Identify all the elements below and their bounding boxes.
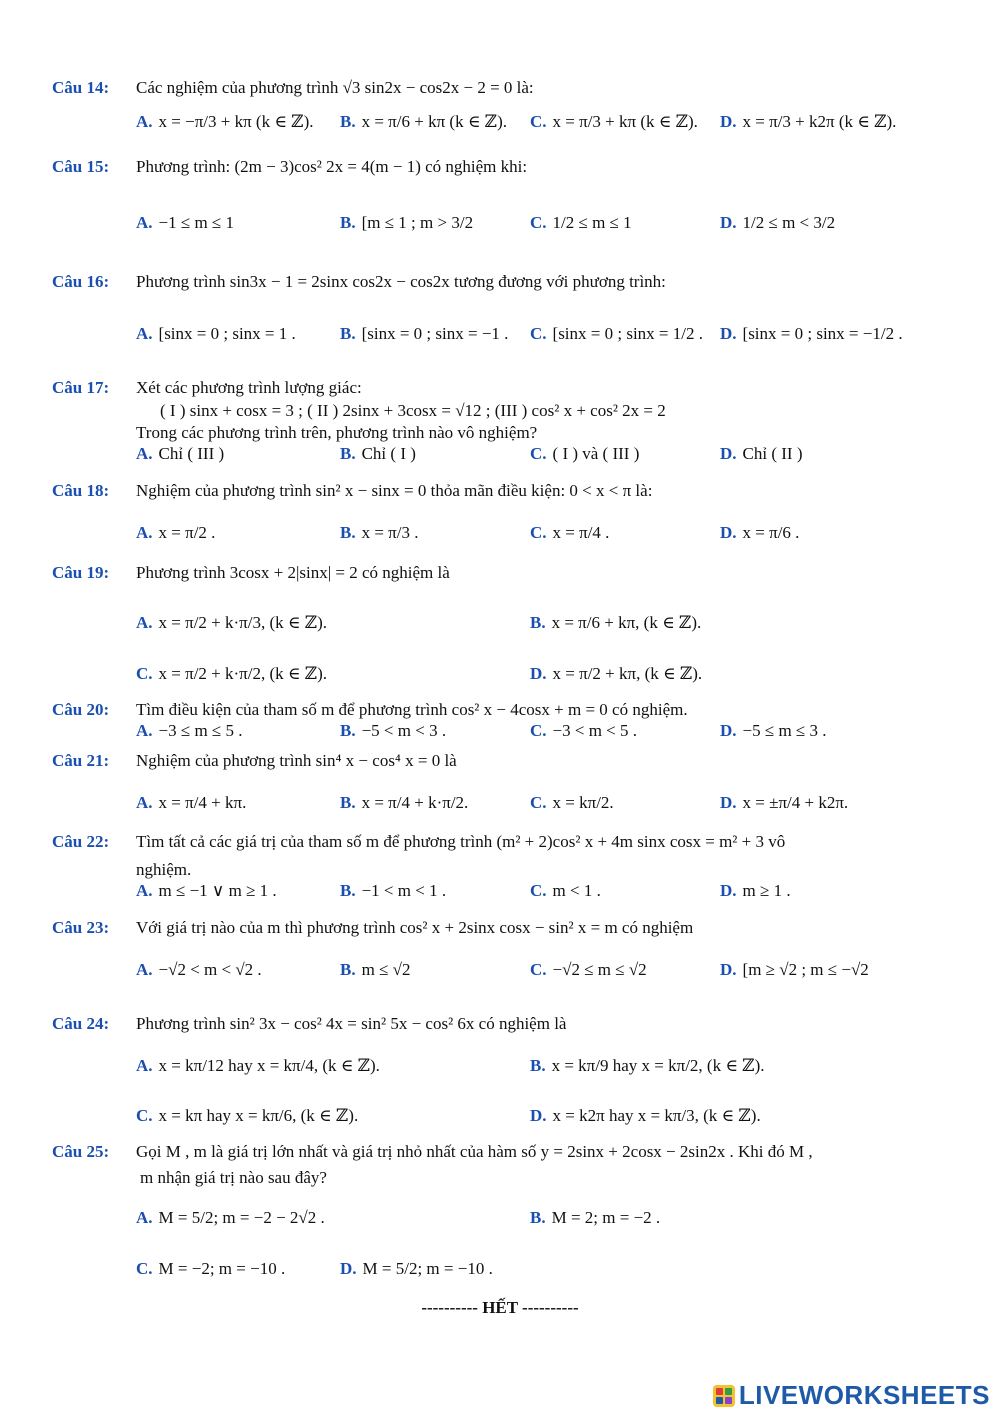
option-c[interactable]: C. −3 < m < 5 .	[530, 721, 638, 740]
option-a[interactable]: A. m ≤ −1 ∨ m ≥ 1 .	[136, 881, 277, 900]
option-c[interactable]: C. x = π/2 + k·π/2, (k ∈ ℤ).	[136, 664, 328, 683]
question-19	[52, 563, 970, 690]
question-number: Câu 18:	[52, 481, 110, 500]
option-b[interactable]: B. x = π/6 + kπ (k ∈ ℤ).	[340, 112, 507, 131]
option-c[interactable]: C. [sinx = 0 ; sinx = 1/2 .	[530, 324, 703, 343]
option-d[interactable]: D. x = ±π/4 + k2π.	[720, 793, 849, 812]
option-b[interactable]: B. −5 < m < 3 .	[340, 721, 447, 740]
option-b[interactable]: B. m ≤ √2	[340, 960, 411, 979]
question-24	[52, 1014, 970, 1132]
option-d[interactable]: D. x = π/6 .	[720, 523, 800, 542]
question-text: Phương trình 3cosx + 2|sinx| = 2 có nghiệm là	[136, 563, 450, 582]
question-number: Câu 14:	[52, 78, 110, 97]
question-23	[52, 918, 970, 986]
option-a[interactable]: A. x = π/4 + kπ.	[136, 793, 247, 812]
question-text: Với giá trị nào của m thì phương trình cos² x + 2sinx cosx − sin² x = m có nghiệm	[136, 918, 694, 937]
option-a[interactable]: A. −√2 < m < √2 .	[136, 960, 262, 979]
question-text: Tìm tất cả các giá trị của tham số m để phương trình (m² + 2)cos² x + 4m sinx cosx = m² + 3 vô	[136, 832, 786, 851]
option-a[interactable]: A. [sinx = 0 ; sinx = 1 .	[136, 324, 296, 343]
option-c[interactable]: C. ( I ) và ( III )	[530, 444, 640, 463]
question-number: Câu 24:	[52, 1014, 110, 1033]
option-c[interactable]: C. 1/2 ≤ m ≤ 1	[530, 213, 632, 232]
question-number: Câu 17:	[52, 378, 110, 397]
option-d[interactable]: D. Chỉ ( II )	[720, 444, 803, 463]
option-b[interactable]: B. x = π/4 + k·π/2.	[340, 793, 469, 812]
question-number: Câu 19:	[52, 563, 110, 582]
question-number: Câu 20:	[52, 700, 110, 719]
option-c[interactable]: C. x = kπ/2.	[530, 793, 614, 812]
question-14	[52, 78, 970, 138]
question-number: Câu 22:	[52, 832, 110, 851]
question-21	[52, 751, 970, 819]
question-text: Phương trình: (2m − 3)cos² 2x = 4(m − 1) có nghiệm khi:	[136, 157, 528, 176]
liveworksheets-logo-icon	[713, 1385, 735, 1407]
question-number: Câu 15:	[52, 157, 110, 176]
question-text: Phương trình sin3x − 1 = 2sinx cos2x − cos2x tương đương với phương trình:	[136, 272, 666, 291]
question-text: Nghiệm của phương trình sin⁴ x − cos⁴ x = 0 là	[136, 751, 457, 770]
question-16	[52, 272, 970, 350]
question-18	[52, 481, 970, 549]
question-20	[52, 700, 970, 747]
option-d[interactable]: D. −5 ≤ m ≤ 3 .	[720, 721, 827, 740]
option-b[interactable]: B. x = kπ/9 hay x = kπ/2, (k ∈ ℤ).	[530, 1056, 765, 1075]
option-c[interactable]: C. m < 1 .	[530, 881, 601, 900]
question-equations: ( I ) sinx + cosx = 3 ; ( II ) 2sinx + 3cosx = √12 ; (III ) cos² x + cos² 2x = 2	[160, 401, 666, 420]
option-c[interactable]: C. −√2 ≤ m ≤ √2	[530, 960, 647, 979]
question-text: Các nghiệm của phương trình √3 sin2x − cos2x − 2 = 0 là:	[136, 78, 534, 97]
question-text: Gọi M , m là giá trị lớn nhất và giá trị nhỏ nhất của hàm số y = 2sinx + 2cosx − 2sin2x . Khi đó M ,	[136, 1142, 813, 1161]
option-c[interactable]: C. M = −2; m = −10 .	[136, 1259, 286, 1278]
option-c[interactable]: C. x = π/4 .	[530, 523, 610, 542]
question-text: Nghiệm của phương trình sin² x − sinx = 0 thỏa mãn điều kiện: 0 < x < π là:	[136, 481, 653, 500]
question-text: Tìm điều kiện của tham số m để phương trình cos² x − 4cosx + m = 0 có nghiệm.	[136, 700, 688, 719]
question-number: Câu 16:	[52, 272, 110, 291]
question-number: Câu 23:	[52, 918, 110, 937]
question-number: Câu 25:	[52, 1142, 110, 1161]
option-a[interactable]: A. Chỉ ( III )	[136, 444, 225, 463]
option-c[interactable]: C. x = π/3 + kπ (k ∈ ℤ).	[530, 112, 698, 131]
question-text-continued: m nhận giá trị nào sau đây?	[140, 1168, 327, 1187]
question-25	[52, 1142, 970, 1285]
option-d[interactable]: D. [m ≥ √2 ; m ≤ −√2	[720, 960, 869, 979]
option-a[interactable]: A. x = π/2 .	[136, 523, 216, 542]
option-b[interactable]: B. [m ≤ 1 ; m > 3/2	[340, 213, 474, 232]
option-b[interactable]: B. M = 2; m = −2 .	[530, 1208, 661, 1227]
question-text: Xét các phương trình lượng giác:	[136, 378, 362, 397]
option-a[interactable]: A. −1 ≤ m ≤ 1	[136, 213, 235, 232]
option-b[interactable]: B. x = π/3 .	[340, 523, 419, 542]
option-a[interactable]: A. x = kπ/12 hay x = kπ/4, (k ∈ ℤ).	[136, 1056, 380, 1075]
option-d[interactable]: D. M = 5/2; m = −10 .	[340, 1259, 493, 1278]
option-a[interactable]: A. −3 ≤ m ≤ 5 .	[136, 721, 243, 740]
option-b[interactable]: B. [sinx = 0 ; sinx = −1 .	[340, 324, 509, 343]
option-c[interactable]: C. x = kπ hay x = kπ/6, (k ∈ ℤ).	[136, 1106, 359, 1125]
question-number: Câu 21:	[52, 751, 110, 770]
question-22	[52, 832, 970, 907]
question-17	[52, 378, 970, 470]
option-b[interactable]: B. x = π/6 + kπ, (k ∈ ℤ).	[530, 613, 702, 632]
option-d[interactable]: D. x = π/3 + k2π (k ∈ ℤ).	[720, 112, 897, 131]
option-d[interactable]: D. x = π/2 + kπ, (k ∈ ℤ).	[530, 664, 703, 683]
option-d[interactable]: D. [sinx = 0 ; sinx = −1/2 .	[720, 324, 903, 343]
brand-text: LIVEWORKSHEETS	[738, 1380, 990, 1410]
option-a[interactable]: A. x = −π/3 + kπ (k ∈ ℤ).	[136, 112, 314, 131]
option-d[interactable]: D. 1/2 ≤ m < 3/2	[720, 213, 836, 232]
option-b[interactable]: B. −1 < m < 1 .	[340, 881, 447, 900]
question-15	[52, 157, 970, 239]
option-a[interactable]: A. M = 5/2; m = −2 − 2√2 .	[136, 1208, 325, 1227]
option-b[interactable]: B. Chỉ ( I )	[340, 444, 416, 463]
option-d[interactable]: D. x = k2π hay x = kπ/3, (k ∈ ℤ).	[530, 1106, 761, 1125]
liveworksheets-logo	[713, 1380, 990, 1411]
option-a[interactable]: A. x = π/2 + k·π/3, (k ∈ ℤ).	[136, 613, 328, 632]
end-marker: ---------- HẾT ----------	[421, 1298, 579, 1317]
question-subtext: Trong các phương trình trên, phương trình nào vô nghiệm?	[136, 423, 538, 442]
question-text: Phương trình sin² 3x − cos² 4x = sin² 5x − cos² 6x có nghiệm là	[136, 1014, 567, 1033]
question-text-continued: nghiệm.	[136, 860, 192, 879]
option-d[interactable]: D. m ≥ 1 .	[720, 881, 791, 900]
